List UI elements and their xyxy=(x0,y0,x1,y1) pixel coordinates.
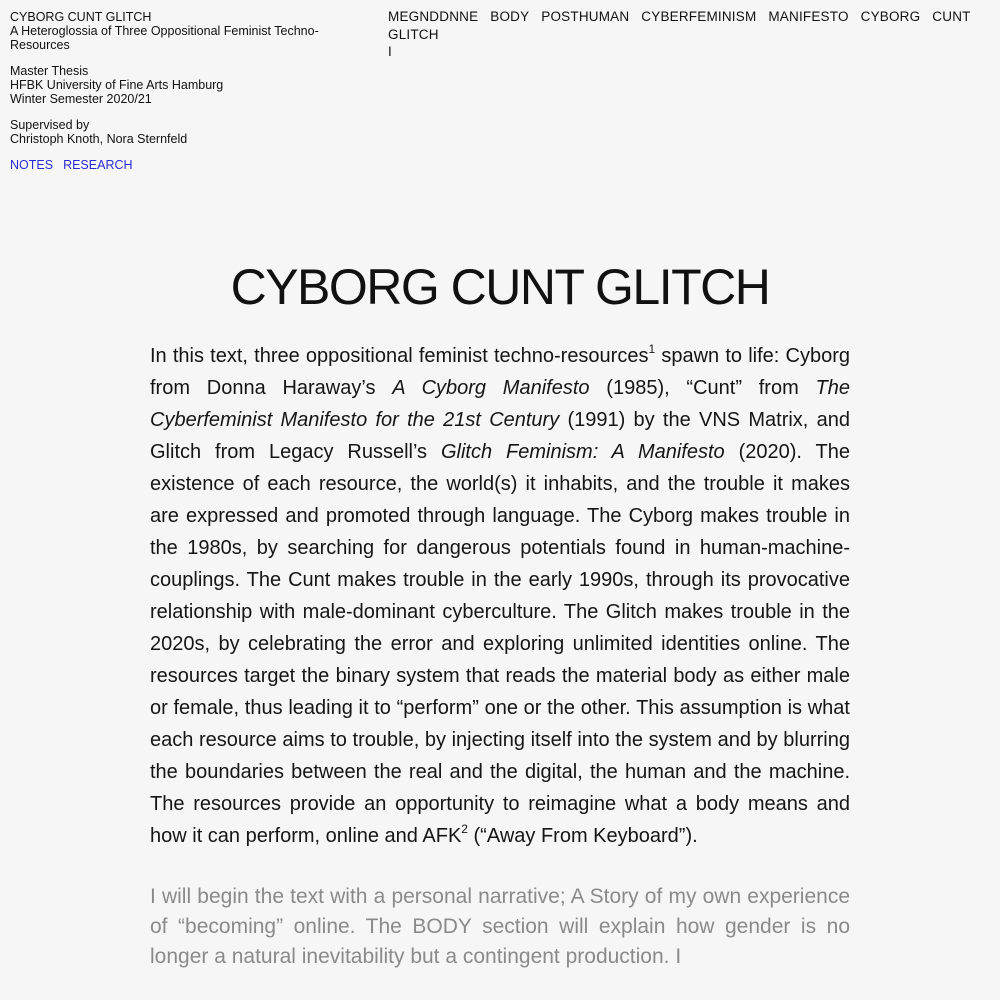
intro-text-6: (“Away From Keyboard”). xyxy=(467,825,698,847)
notes-link[interactable]: NOTES xyxy=(10,158,54,172)
nav-item-cunt[interactable]: CUNT xyxy=(932,9,971,24)
intro-text-1: In this text, three oppositional feminist techno-resources xyxy=(150,345,649,367)
thesis-info xyxy=(10,10,340,172)
thesis-group xyxy=(10,64,340,106)
supervisors-names: Christoph Knoth, Nora Sternfeld xyxy=(10,132,188,146)
intro-text-4: (1991) by the VNS Matrix, and Glitch from Legacy Russell’s xyxy=(150,409,850,463)
supervised-label: Supervised by xyxy=(10,118,90,132)
intro-text-3: (1985), “Cunt” from xyxy=(589,377,816,399)
nav-item-glitch[interactable]: GLITCH xyxy=(388,27,439,42)
footnote-2[interactable]: 2 xyxy=(461,822,468,837)
top-nav xyxy=(388,8,988,60)
article-body xyxy=(150,340,850,972)
page-title: CYBORG CUNT GLITCH xyxy=(230,259,770,315)
intro-text-2: spawn to life: Cyborg from Donna Haraway’s xyxy=(150,345,850,399)
thesis-label: Master Thesis xyxy=(10,64,89,78)
work-title-cyberfeminist-manifesto: The Cyberfeminist Manifesto for the 21st Century xyxy=(150,377,850,431)
footnote-1[interactable]: 1 xyxy=(648,342,656,357)
title-group xyxy=(10,10,340,52)
research-link[interactable]: RESEARCH xyxy=(63,158,133,172)
nav-item-cyberfeminism[interactable]: CYBERFEMINISM xyxy=(641,9,757,24)
nav-item-body[interactable]: BODY xyxy=(490,9,530,24)
nav-item-posthuman[interactable]: POSTHUMAN xyxy=(541,9,630,24)
second-paragraph: I will begin the text with a personal narrative; A Story of my own experience of “becoming” online. The BODY section will explain how gender is no longer a natural inevitability but a contingent production. I xyxy=(150,885,850,968)
semester-label: Winter Semester 2020/21 xyxy=(10,92,152,106)
info-links xyxy=(10,158,340,172)
supervisor-group xyxy=(10,118,340,146)
nav-item-cyborg[interactable]: CYBORG xyxy=(860,9,921,24)
intro-text-5: (2020). The existence of each resource, the world(s) it inhabits, and the trouble it makes are expressed and promoted through language. The Cyborg makes trouble in the 1980s, by searching for dangerous potentials found in human-machine-couplings. The Cunt makes trouble in the early 1990s, through its provocative relationship with male-dominant cyberculture. The Glitch makes trouble in the 2020s, by celebrating the error and exploring unlimited identities online. The resources target the binary system that reads the material body as either male or female, thus leading it to “perform” one or the other. This assumption is what each resource aims to trouble, by injecting itself into the system and by blurring the boundaries between the real and the digital, the human and the machine. The resources provide an opportunity to reimagine what a body means and how it can perform, online and AFK xyxy=(150,441,851,847)
site-subtitle: A Heteroglossia of Three Oppositional Feminist Techno-Resources xyxy=(10,24,319,52)
intro-paragraph xyxy=(150,340,850,852)
nav-item-manifesto[interactable]: MANIFESTO xyxy=(768,9,849,24)
nav-item-megnddnne[interactable]: MEGNDDNNE xyxy=(388,9,479,24)
work-title-cyborg-manifesto: A Cyborg Manifesto xyxy=(392,377,590,399)
text-cursor: I xyxy=(388,44,392,59)
work-title-glitch-feminism: Glitch Feminism: A Manifesto xyxy=(440,441,725,463)
site-title[interactable]: CYBORG CUNT GLITCH xyxy=(10,10,152,24)
university-label: HFBK University of Fine Arts Hamburg xyxy=(10,78,224,92)
